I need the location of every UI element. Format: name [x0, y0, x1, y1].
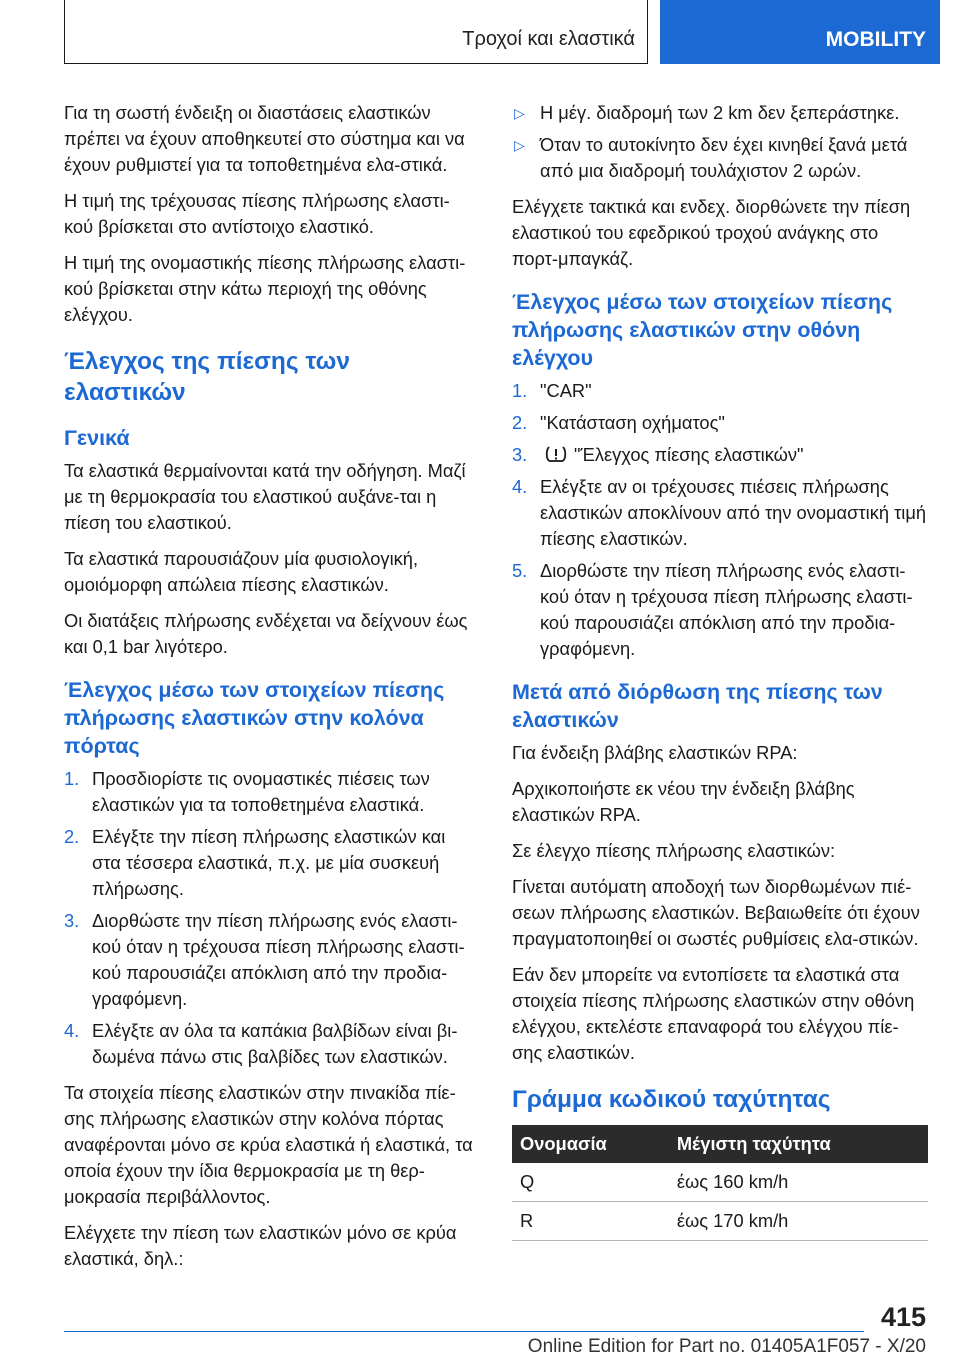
paragraph: Η τιμή της ονομαστικής πίεσης πλήρωσης ελαστι-κού βρίσκεται στην κάτω περιοχή της οθόνης ελέγχου. [64, 252, 466, 325]
edition-footer: Online Edition for Part no. 01405A1F057 - X/20 [527, 1336, 926, 1357]
heading-general: Γενικά [64, 426, 130, 450]
list-item [64, 824, 478, 902]
paragraph: Τα ελαστικά παρουσιάζουν μία φυσιολογική, ομοιόμορφη απώλεια πίεσης ελαστικών. [64, 548, 419, 595]
list-item [512, 442, 928, 468]
table-row [512, 1163, 928, 1202]
column-header: Ονομασία [512, 1125, 669, 1163]
step-text: "CAR" [540, 380, 592, 401]
paragraph: Γίνεται αυτόματη αποδοχή των διορθωμένων πιέ-σεων πλήρωσης ελαστικών. Βεβαιωθείτε ότι έχουν πραγματοποιηθεί οι σωστές ρυθμίσεις ελα-στικών. [512, 876, 920, 949]
step-text: Ελέγξτε την πίεση πλήρωσης ελαστικών και στα τέσσερα ελαστικά, π.χ. με μία συσκευή πλήρωσης. [92, 826, 446, 899]
step-text: Ελέγξτε αν όλα τα καπάκια βαλβίδων είναι βι-δωμένα πάνω στις βαλβίδες των ελαστικών. [92, 1020, 458, 1067]
table-row [512, 1202, 928, 1241]
list-item [512, 378, 928, 404]
step-text: Διορθώστε την πίεση πλήρωσης ενός ελαστι-κού όταν η τρέχουσα πίεση πλήρωσης ελαστι-κού παρουσιάζει απόκλιση από την προδια-γραφόμενη. [92, 910, 465, 1009]
list-item [64, 1018, 478, 1070]
left-column [64, 100, 478, 1282]
paragraph: Αρχικοποιήστε εκ νέου την ένδειξη βλάβης ελαστικών RPA. [512, 778, 855, 825]
table-cell: R [512, 1202, 669, 1241]
bullet-text: Όταν το αυτοκίνητο δεν έχει κινηθεί ξανά μετά από μια διαδρομή τουλάχιστον 2 ωρών. [540, 134, 908, 181]
list-item [64, 766, 478, 818]
step-text: "Κατάσταση οχήματος" [540, 412, 725, 433]
table-header-row [512, 1125, 928, 1163]
step-text: Διορθώστε την πίεση πλήρωσης ενός ελαστι-κού όταν η τρέχουσα πίεση πλήρωσης ελαστι-κού παρουσιάζει απόκλιση από την προδια-γραφόμενη. [540, 560, 913, 659]
paragraph: Εάν δεν μπορείτε να εντοπίσετε τα ελαστικά στα στοιχεία πίεσης πλήρωσης ελαστικών στην οθόνη ελέγχου, εκτελέστε επαναφορά του ελέγχου πίε-σης ελαστικών. [512, 964, 915, 1063]
triangle-bullet-icon: ▷ [514, 105, 525, 121]
mobility-label: MOBILITY [825, 28, 926, 51]
list-item [512, 474, 928, 552]
heading-tire-pressure-check: Έλεγχος της πίεσης των ελαστικών [64, 348, 350, 406]
triangle-bullet-icon: ▷ [514, 137, 525, 153]
step-text: Ελέγξτε αν οι τρέχουσες πιέσεις πλήρωσης ελαστικών αποκλίνουν από την ονομαστική τιμή πίεσης ελαστικών. [540, 476, 927, 549]
cold-tire-conditions [512, 100, 928, 184]
heading-speed-code: Γράμμα κωδικού ταχύτητας [512, 1086, 831, 1113]
list-item [512, 410, 928, 436]
list-item [512, 100, 928, 126]
list-item [512, 132, 928, 184]
table-cell: έως 160 km/h [669, 1163, 928, 1202]
step-number: 3. [512, 444, 528, 465]
step-text: Προσδιορίστε τις ονομαστικές πιέσεις των ελαστικών για τα τοποθετημένα ελαστικά. [92, 768, 430, 815]
column-header: Μέγιστη ταχύτητα [669, 1125, 928, 1163]
paragraph: Η τιμή της τρέχουσας πίεσης πλήρωσης ελαστι-κού βρίσκεται στο αντίστοιχο ελαστικό. [64, 190, 450, 237]
paragraph: Τα ελαστικά θερμαίνονται κατά την οδήγηση. Μαζί με τη θερμοκρασία του ελαστικού αυξάνε-ται η πίεση του ελαστικού. [64, 460, 466, 533]
step-number: 1. [64, 768, 80, 789]
paragraph: Για τη σωστή ένδειξη οι διαστάσεις ελαστικών πρέπει να έχουν αποθηκευτεί στο σύστημα και να έχουν ρυθμιστεί για τα τοποθετημένα ελα-στικά. [64, 102, 465, 175]
paragraph: Οι διατάξεις πλήρωσης ενδέχεται να δείχνουν έως και 0,1 bar λιγότερο. [64, 610, 468, 657]
list-item [64, 908, 478, 1012]
heading-control-display-check: Έλεγχος μέσω των στοιχείων πίεσης πλήρωσης ελαστικών στην οθόνη ελέγχου [512, 290, 893, 370]
tire-pressure-warning-icon [544, 444, 568, 464]
page-number: 415 [880, 1302, 926, 1332]
display-check-steps [512, 378, 928, 662]
heading-door-pillar-check: Έλεγχος μέσω των στοιχείων πίεσης πλήρωσης ελαστικών στην κολόνα πόρτας [64, 678, 445, 758]
table-cell: Q [512, 1163, 669, 1202]
table-cell: έως 170 km/h [669, 1202, 928, 1241]
bullet-text: Η μέγ. διαδρομή των 2 km δεν ξεπεράστηκε. [540, 102, 900, 123]
paragraph: Σε έλεγχο πίεσης πλήρωσης ελαστικών: [512, 840, 836, 861]
list-item [512, 558, 928, 662]
footer-divider [64, 1331, 864, 1332]
mobility-tab [660, 0, 940, 64]
paragraph: Για ένδειξη βλάβης ελαστικών RPA: [512, 742, 798, 763]
door-check-steps [64, 766, 478, 1070]
paragraph: Ελέγχετε τακτικά και ενδεχ. διορθώνετε την πίεση ελαστικού του εφεδρικού τροχού ανάγκης στο πορτ-μπαγκάζ. [512, 196, 911, 269]
step-number: 5. [512, 560, 528, 581]
step-number: 4. [64, 1020, 80, 1041]
heading-after-correction: Μετά από διόρθωση της πίεσης των ελαστικών [512, 680, 883, 732]
step-number: 1. [512, 380, 528, 401]
right-column [512, 100, 928, 1241]
paragraph: Τα στοιχεία πίεσης ελαστικών στην πινακίδα πίε-σης πλήρωσης ελαστικών στην κολόνα πόρτας αναφέρονται μόνο σε κρύα ελαστικά ή ελαστικά, τα οποία έχουν την ίδια θερμοκρασία με τη θερ-μοκρασία περιβάλλοντος. [64, 1082, 473, 1207]
step-text: "Έλεγχος πίεσης ελαστικών" [574, 444, 804, 465]
speed-code-table [512, 1125, 928, 1241]
step-number: 4. [512, 476, 528, 497]
step-number: 2. [512, 412, 528, 433]
section-title: Τροχοί και ελαστικά [462, 28, 635, 50]
header-section-box [64, 0, 648, 64]
step-number: 2. [64, 826, 80, 847]
step-number: 3. [64, 910, 80, 931]
paragraph: Ελέγχετε την πίεση των ελαστικών μόνο σε κρύα ελαστικά, δηλ.: [64, 1222, 457, 1269]
